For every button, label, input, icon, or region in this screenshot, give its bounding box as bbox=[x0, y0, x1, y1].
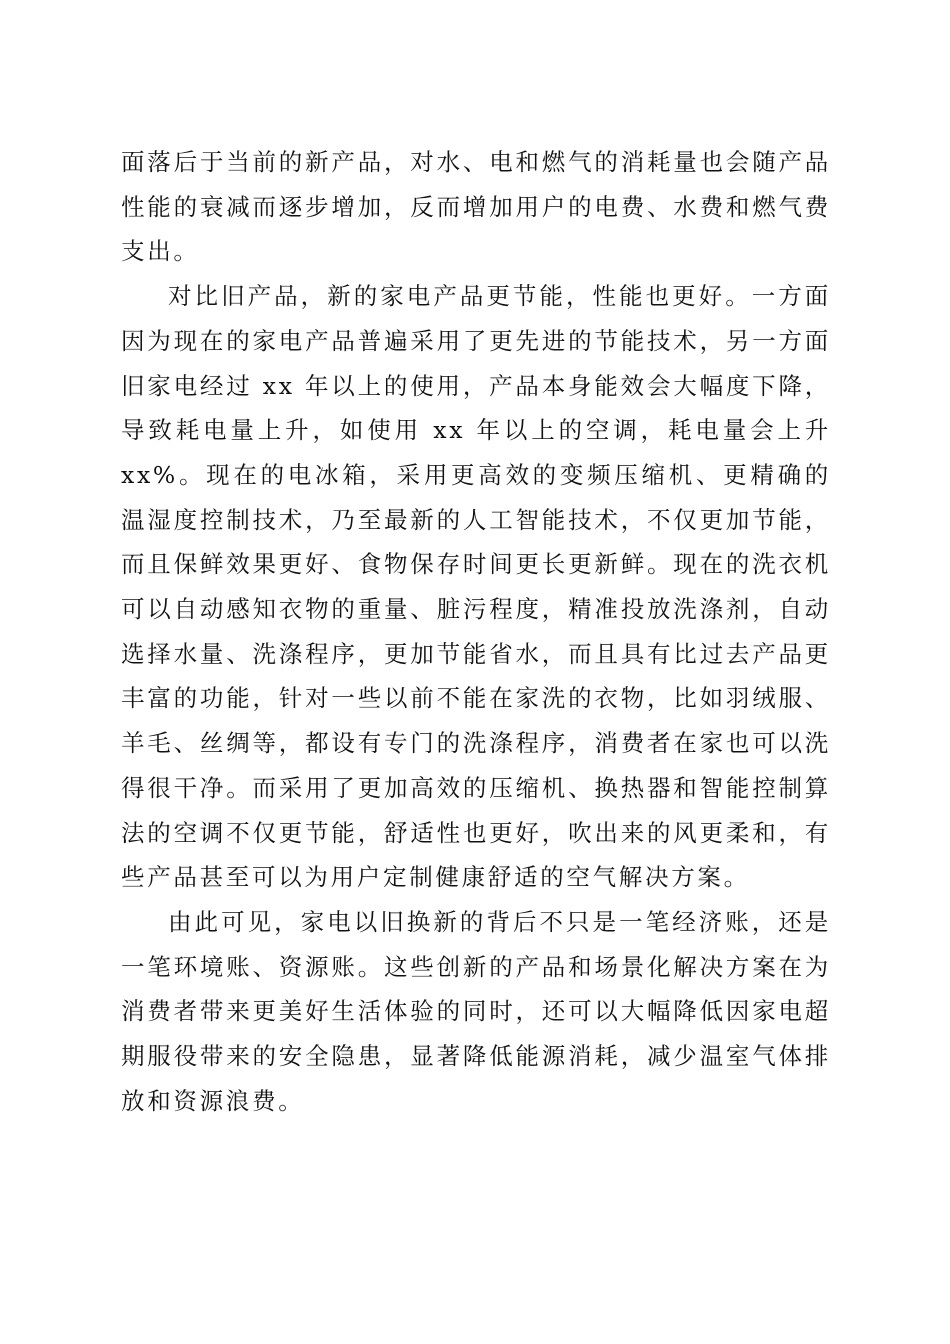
paragraph-conclusion: 由此可见，家电以旧换新的背后不只是一笔经济账，还是一笔环境账、资源账。这些创新的产品和场景化解决方案在为消费者带来更美好生活体验的同时，还可以大幅降低因家电超期服役带来的安全隐患，显著降低能源消耗，减少温室气体排放和资源浪费。 bbox=[121, 907, 831, 1115]
paragraph-continuation: 面落后于当前的新产品，对水、电和燃气的消耗量也会随产品性能的衰减而逐步增加，反而增加用户的电费、水费和燃气费支出。 bbox=[121, 148, 831, 266]
document-body bbox=[121, 140, 831, 1123]
paragraph-product-comparison: 对比旧产品，新的家电产品更节能，性能也更好。一方面因为现在的家电产品普遍采用了更先进的节能技术，另一方面旧家电经过 xx 年以上的使用，产品本身能效会大幅度下降，导致耗电量上升，如使用 xx 年以上的空调，耗电量会上升 xx%。现在的电冰箱，采用更高效的变频压缩机、更精确的温湿度控制技术，乃至最新的人工智能技术，不仅更加节能，而且保鲜效果更好、食物保存时间更长更新鲜。现在的洗衣机可以自动感知衣物的重量、脏污程度，精准投放洗涤剂，自动选择水量、洗涤程序，更加节能省水，而且具有比过去产品更丰富的功能，针对一些以前不能在家洗的衣物，比如羽绒服、羊毛、丝绸等，都设有专门的洗涤程序，消费者在家也可以洗得很干净。而采用了更加高效的压缩机、换热器和智能控制算法的空调不仅更节能，舒适性也更好，吹出来的风更柔和，有些产品甚至可以为用户定制健康舒适的空气解决方案。 bbox=[121, 282, 831, 892]
